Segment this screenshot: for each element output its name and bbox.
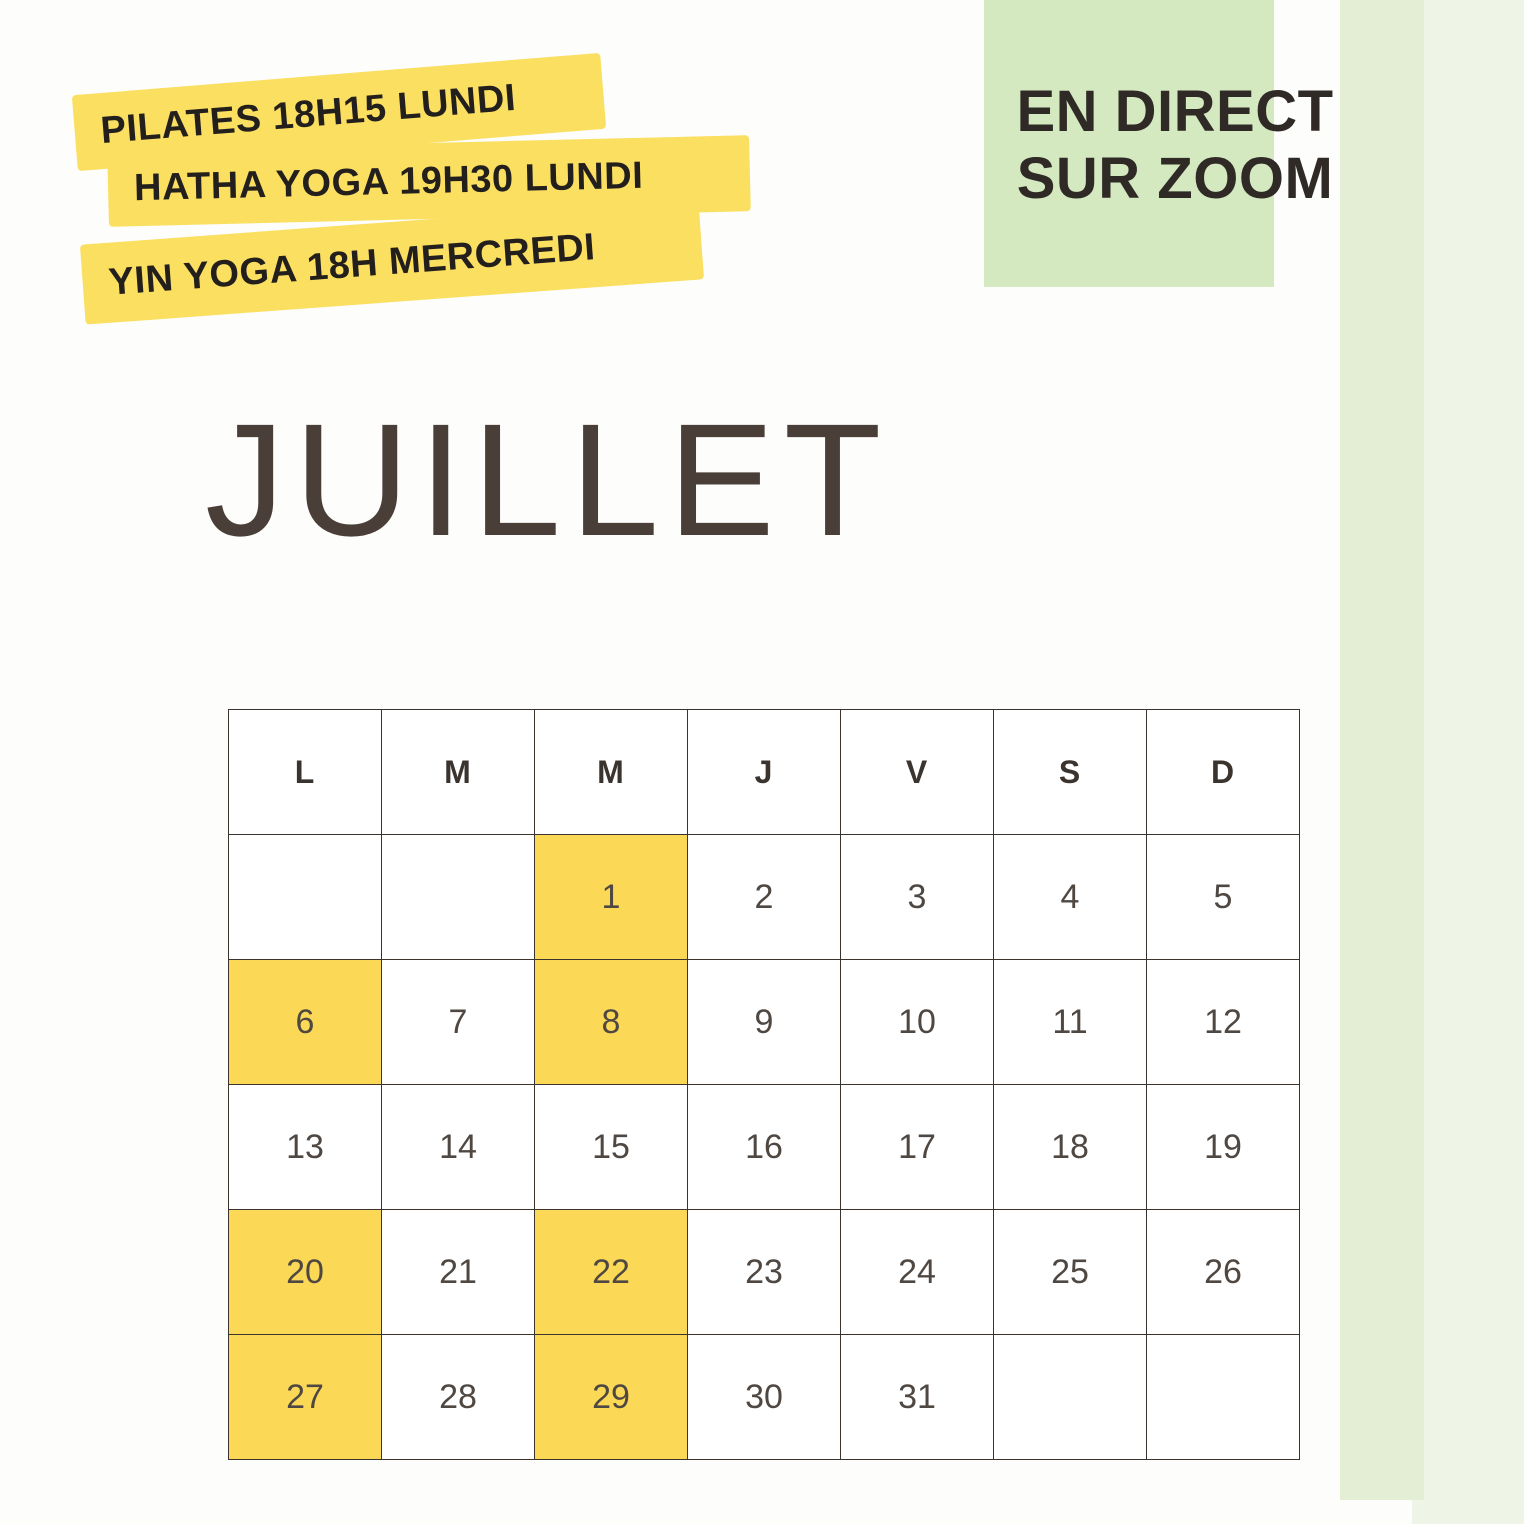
day-cell: 13 xyxy=(229,1085,382,1210)
day-cell: 4 xyxy=(994,835,1147,960)
day-cell: 30 xyxy=(688,1335,841,1460)
weekday-header: J xyxy=(688,710,841,835)
page-title: JUILLET xyxy=(205,390,891,569)
weekday-header: S xyxy=(994,710,1147,835)
day-cell: 22 xyxy=(535,1210,688,1335)
class-banner-pilates: PILATES 18H15 LUNDI xyxy=(72,53,606,171)
day-cell: 28 xyxy=(382,1335,535,1460)
day-cell: 19 xyxy=(1147,1085,1300,1210)
calendar-week-row xyxy=(229,835,1300,960)
day-cell: 17 xyxy=(841,1085,994,1210)
weekday-header: D xyxy=(1147,710,1300,835)
day-cell: 12 xyxy=(1147,960,1300,1085)
day-cell: 3 xyxy=(841,835,994,960)
weekday-header: M xyxy=(535,710,688,835)
day-cell: 15 xyxy=(535,1085,688,1210)
class-banner-yin-yoga: YIN YOGA 18H MERCREDI xyxy=(80,199,704,324)
day-cell: 7 xyxy=(382,960,535,1085)
calendar-week-row xyxy=(229,960,1300,1085)
day-cell: 8 xyxy=(535,960,688,1085)
day-cell: 10 xyxy=(841,960,994,1085)
calendar-header-row xyxy=(229,710,1300,835)
live-stream-headline xyxy=(960,78,1390,213)
day-cell: 9 xyxy=(688,960,841,1085)
day-cell: 18 xyxy=(994,1085,1147,1210)
day-cell xyxy=(1147,1335,1300,1460)
day-cell: 11 xyxy=(994,960,1147,1085)
calendar-week-row xyxy=(229,1335,1300,1460)
day-cell: 31 xyxy=(841,1335,994,1460)
day-cell: 29 xyxy=(535,1335,688,1460)
day-cell: 25 xyxy=(994,1210,1147,1335)
day-cell: 16 xyxy=(688,1085,841,1210)
headline-line-2: SUR ZOOM xyxy=(1016,146,1334,212)
day-cell xyxy=(229,835,382,960)
day-cell: 14 xyxy=(382,1085,535,1210)
day-cell: 6 xyxy=(229,960,382,1085)
weekday-header: M xyxy=(382,710,535,835)
day-cell: 27 xyxy=(229,1335,382,1460)
day-cell: 5 xyxy=(1147,835,1300,960)
calendar-week-row xyxy=(229,1210,1300,1335)
day-cell: 1 xyxy=(535,835,688,960)
day-cell: 24 xyxy=(841,1210,994,1335)
decor-stripe-pale xyxy=(1412,0,1524,1524)
headline-line-1: EN DIRECT xyxy=(1016,79,1334,144)
calendar-grid xyxy=(228,709,1300,1460)
weekday-header: L xyxy=(229,710,382,835)
day-cell: 20 xyxy=(229,1210,382,1335)
day-cell: 2 xyxy=(688,835,841,960)
weekday-header: V xyxy=(841,710,994,835)
class-banner-hatha-yoga: HATHA YOGA 19H30 LUNDI xyxy=(107,135,751,227)
day-cell: 21 xyxy=(382,1210,535,1335)
calendar-week-row xyxy=(229,1085,1300,1210)
day-cell xyxy=(382,835,535,960)
day-cell: 23 xyxy=(688,1210,841,1335)
day-cell xyxy=(994,1335,1147,1460)
decor-stripe-mid xyxy=(1340,0,1424,1500)
day-cell: 26 xyxy=(1147,1210,1300,1335)
